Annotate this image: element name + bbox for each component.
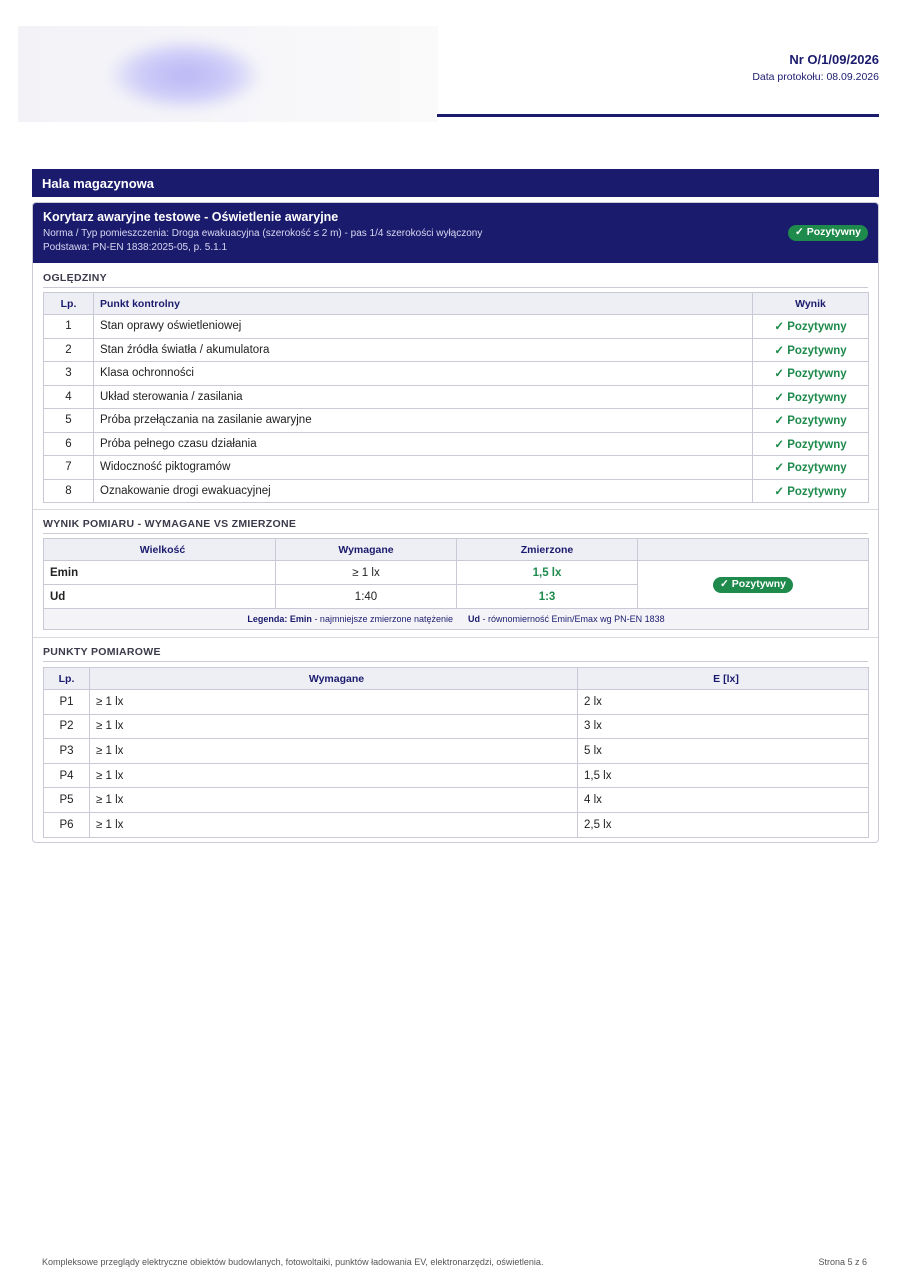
table-row bbox=[44, 812, 869, 837]
legend bbox=[44, 609, 869, 630]
document-number: Nr O/1/09/2026 bbox=[789, 52, 879, 67]
row-result: ✓ Pozytywny bbox=[753, 456, 869, 480]
table-row bbox=[44, 479, 869, 503]
table-row bbox=[44, 315, 869, 339]
inspection-header-row bbox=[44, 293, 869, 315]
table-row bbox=[44, 788, 869, 813]
room-title: Korytarz awaryjne testowe - Oświetlenie awaryjne bbox=[43, 210, 339, 224]
inspection-heading: OGLĘDZINY bbox=[43, 272, 107, 284]
point-id: P5 bbox=[44, 788, 90, 813]
row-result: ✓ Pozytywny bbox=[753, 315, 869, 339]
row-lp: 7 bbox=[44, 456, 94, 480]
table-row bbox=[44, 409, 869, 433]
points-heading: PUNKTY POMIAROWE bbox=[43, 646, 161, 658]
room-norm: Norma / Typ pomieszczenia: Droga ewakuacyjna (szerokość ≤ 2 m) - pas 1/4 szerokości wyłączony bbox=[43, 228, 483, 239]
point-illuminance: 1,5 lx bbox=[578, 763, 869, 788]
col-required: Wymagane bbox=[90, 668, 578, 690]
required-value: ≥ 1 lx bbox=[276, 561, 457, 585]
measured-value: 1,5 lx bbox=[457, 561, 638, 585]
col-lp: Lp. bbox=[44, 293, 94, 315]
row-checkpoint: Próba przełączania na zasilanie awaryjne bbox=[94, 409, 753, 433]
point-required: ≥ 1 lx bbox=[90, 788, 578, 813]
col-quantity: Wielkość bbox=[44, 539, 276, 561]
point-illuminance: 5 lx bbox=[578, 739, 869, 764]
required-value: 1:40 bbox=[276, 585, 457, 609]
table-row bbox=[44, 561, 869, 585]
measurement-result-cell bbox=[638, 561, 869, 609]
point-id: P2 bbox=[44, 714, 90, 739]
protocol-date: Data protokołu: 08.09.2026 bbox=[752, 71, 879, 83]
header-rule bbox=[437, 114, 879, 117]
row-checkpoint: Układ sterowania / zasilania bbox=[94, 385, 753, 409]
measurement-table bbox=[43, 538, 869, 630]
point-illuminance: 2,5 lx bbox=[578, 812, 869, 837]
room-card-header bbox=[33, 203, 878, 263]
point-required: ≥ 1 lx bbox=[90, 812, 578, 837]
measurement-result-badge: ✓ Pozytywny bbox=[713, 577, 793, 593]
table-row bbox=[44, 690, 869, 715]
table-row bbox=[44, 763, 869, 788]
row-checkpoint: Próba pełnego czasu działania bbox=[94, 432, 753, 456]
points-header-row bbox=[44, 668, 869, 690]
legend-emin-desc: - najmniejsze zmierzone natężenie bbox=[311, 614, 454, 624]
table-row bbox=[44, 456, 869, 480]
point-illuminance: 2 lx bbox=[578, 690, 869, 715]
row-lp: 3 bbox=[44, 362, 94, 386]
page-number: Strona 5 z 6 bbox=[818, 1257, 867, 1267]
section-divider bbox=[33, 509, 878, 510]
room-result-badge: ✓ Pozytywny bbox=[788, 225, 868, 241]
point-illuminance: 4 lx bbox=[578, 788, 869, 813]
inspection-table bbox=[43, 292, 869, 503]
row-lp: 6 bbox=[44, 432, 94, 456]
points-heading-rule bbox=[43, 661, 868, 662]
col-required: Wymagane bbox=[276, 539, 457, 561]
row-lp: 5 bbox=[44, 409, 94, 433]
row-result: ✓ Pozytywny bbox=[753, 385, 869, 409]
points-table bbox=[43, 667, 869, 838]
legend-row bbox=[44, 609, 869, 630]
point-illuminance: 3 lx bbox=[578, 714, 869, 739]
table-row bbox=[44, 385, 869, 409]
legend-ud-desc: - równomierność Emin/Emax wg PN-EN 1838 bbox=[480, 614, 665, 624]
company-logo bbox=[18, 26, 438, 122]
point-id: P3 bbox=[44, 739, 90, 764]
measurement-heading-rule bbox=[43, 533, 868, 534]
legend-ud-key: Ud bbox=[468, 614, 481, 624]
point-required: ≥ 1 lx bbox=[90, 714, 578, 739]
point-id: P1 bbox=[44, 690, 90, 715]
row-checkpoint: Stan źródła światła / akumulatora bbox=[94, 338, 753, 362]
legend-label: Legenda: bbox=[247, 614, 288, 624]
row-result: ✓ Pozytywny bbox=[753, 362, 869, 386]
legend-emin-key: Emin bbox=[289, 614, 312, 624]
point-required: ≥ 1 lx bbox=[90, 739, 578, 764]
point-required: ≥ 1 lx bbox=[90, 690, 578, 715]
table-row bbox=[44, 338, 869, 362]
row-checkpoint: Oznakowanie drogi ewakuacyjnej bbox=[94, 479, 753, 503]
section-title: Hala magazynowa bbox=[32, 169, 879, 197]
point-id: P4 bbox=[44, 763, 90, 788]
col-result: Wynik bbox=[753, 293, 869, 315]
col-point: Punkt kontrolny bbox=[94, 293, 753, 315]
measurement-heading: WYNIK POMIARU - WYMAGANE VS ZMIERZONE bbox=[43, 518, 297, 530]
table-row bbox=[44, 714, 869, 739]
row-result: ✓ Pozytywny bbox=[753, 338, 869, 362]
col-lp: Lp. bbox=[44, 668, 90, 690]
section-divider bbox=[33, 637, 878, 638]
col-result bbox=[638, 539, 869, 561]
row-result: ✓ Pozytywny bbox=[753, 479, 869, 503]
quantity-name: Ud bbox=[44, 585, 276, 609]
logo-mark bbox=[110, 40, 260, 110]
row-lp: 2 bbox=[44, 338, 94, 362]
room-card bbox=[32, 202, 879, 843]
footer-company-text: Kompleksowe przeglądy elektryczne obiektów budowlanych, fotowoltaiki, punktów ładowania EV, elektronarzędzi, oświetlenia. bbox=[42, 1257, 544, 1267]
row-result: ✓ Pozytywny bbox=[753, 432, 869, 456]
col-illuminance: E [lx] bbox=[578, 668, 869, 690]
point-required: ≥ 1 lx bbox=[90, 763, 578, 788]
col-measured: Zmierzone bbox=[457, 539, 638, 561]
measurement-header-row bbox=[44, 539, 869, 561]
quantity-name: Emin bbox=[44, 561, 276, 585]
point-id: P6 bbox=[44, 812, 90, 837]
table-row bbox=[44, 362, 869, 386]
row-checkpoint: Klasa ochronności bbox=[94, 362, 753, 386]
row-lp: 8 bbox=[44, 479, 94, 503]
table-row bbox=[44, 432, 869, 456]
row-checkpoint: Stan oprawy oświetleniowej bbox=[94, 315, 753, 339]
row-checkpoint: Widoczność piktogramów bbox=[94, 456, 753, 480]
row-lp: 4 bbox=[44, 385, 94, 409]
table-row bbox=[44, 739, 869, 764]
row-lp: 1 bbox=[44, 315, 94, 339]
inspection-heading-rule bbox=[43, 287, 868, 288]
measured-value: 1:3 bbox=[457, 585, 638, 609]
room-basis: Podstawa: PN-EN 1838:2025-05, p. 5.1.1 bbox=[43, 242, 228, 253]
row-result: ✓ Pozytywny bbox=[753, 409, 869, 433]
